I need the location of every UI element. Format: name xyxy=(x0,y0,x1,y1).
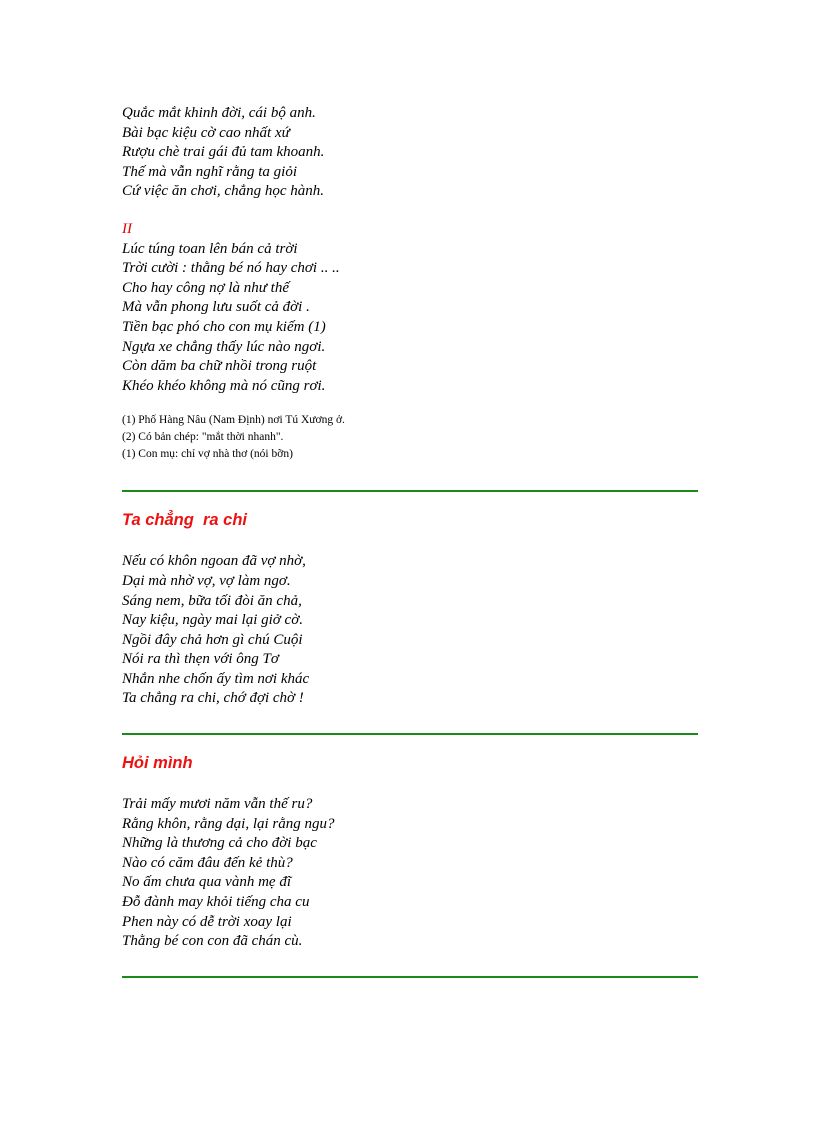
poem-title: Hỏi mình xyxy=(122,754,193,773)
poem-line: Trời cười : thằng bé nó hay chơi .. .. xyxy=(122,260,340,277)
poem-line: Mà vẫn phong lưu suốt cả đời . xyxy=(122,299,310,316)
poem-line: Phen này có dễ trời xoay lại xyxy=(122,913,292,930)
poem-line: Nếu có khôn ngoan đã vợ nhờ, xyxy=(122,553,306,570)
poem3-stanza xyxy=(122,795,698,952)
poem-line: Rượu chè trai gái đủ tam khoanh. xyxy=(122,144,325,161)
poem-line: Bài bạc kiệu cờ cao nhất xứ xyxy=(122,124,290,141)
poem-line: Những là thương cả cho đời bạc xyxy=(122,835,317,852)
poem-part2-stanza xyxy=(122,240,698,397)
footnote: (2) Có bản chép: "mắt thời nhanh". xyxy=(122,431,284,444)
poem-line: Còn dăm ba chữ nhồi trong ruột xyxy=(122,358,317,375)
poem-line: Quắc mắt khinh đời, cái bộ anh. xyxy=(122,105,316,121)
poem-line: Trải mấy mươi năm vẫn thế ru? xyxy=(122,796,313,813)
poem-line: Đỗ đành may khỏi tiếng cha cu xyxy=(122,894,310,911)
poem-part1-stanza xyxy=(122,104,698,202)
footnote: (1) Phố Hàng Nâu (Nam Định) nơi Tú Xương ở. xyxy=(122,414,345,427)
poem-line: Cho hay công nợ là như thế xyxy=(122,279,289,296)
poem-line: Sáng nem, bữa tối đòi ăn chả, xyxy=(122,592,302,609)
footnotes xyxy=(122,412,698,463)
poem-line: Ngựa xe chẳng thấy lúc nào ngơi. xyxy=(122,338,326,355)
poem2-stanza xyxy=(122,552,698,709)
document-page xyxy=(122,104,698,978)
poem-line: Nay kiệu, ngày mai lại giở cờ. xyxy=(122,612,303,629)
section-divider xyxy=(122,490,698,492)
poem-line: Thằng bé con con đã chán cù. xyxy=(122,933,303,950)
section-divider xyxy=(122,733,698,735)
poem-line: Ngồi đây chả hơn gì chú Cuội xyxy=(122,631,303,648)
poem-line: Tiền bạc phó cho con mụ kiếm (1) xyxy=(122,318,326,335)
poem-line: Lúc túng toan lên bán cả trời xyxy=(122,240,298,257)
poem-line: Ta chẳng ra chi, chớ đợi chờ ! xyxy=(122,690,304,707)
section-divider xyxy=(122,976,698,978)
poem-line: No ấm chưa qua vành mẹ đĩ xyxy=(122,874,291,891)
poem-line: Khéo khéo không mà nó cũng rơi. xyxy=(122,377,326,394)
poem-title: Ta chẳng ra chi xyxy=(122,511,248,530)
poem-line: Thế mà vẫn nghĩ rằng ta giỏi xyxy=(122,163,297,180)
footnote: (1) Con mụ: chỉ vợ nhà thơ (nói bỡn) xyxy=(122,448,293,461)
poem-line: Nào có căm đâu đến kẻ thù? xyxy=(122,854,293,871)
poem-line: Nói ra thì thẹn với ông Tơ xyxy=(122,651,279,668)
poem-line: Rằng khôn, rằng dại, lại rằng ngu? xyxy=(122,815,335,832)
poem-line: Nhắn nhe chốn ấy tìm nơi khác xyxy=(122,670,310,687)
poem-line: Dại mà nhờ vợ, vợ làm ngơ. xyxy=(122,572,291,589)
section-numeral: II xyxy=(122,220,132,237)
poem-line: Cứ việc ăn chơi, chẳng học hành. xyxy=(122,183,324,200)
